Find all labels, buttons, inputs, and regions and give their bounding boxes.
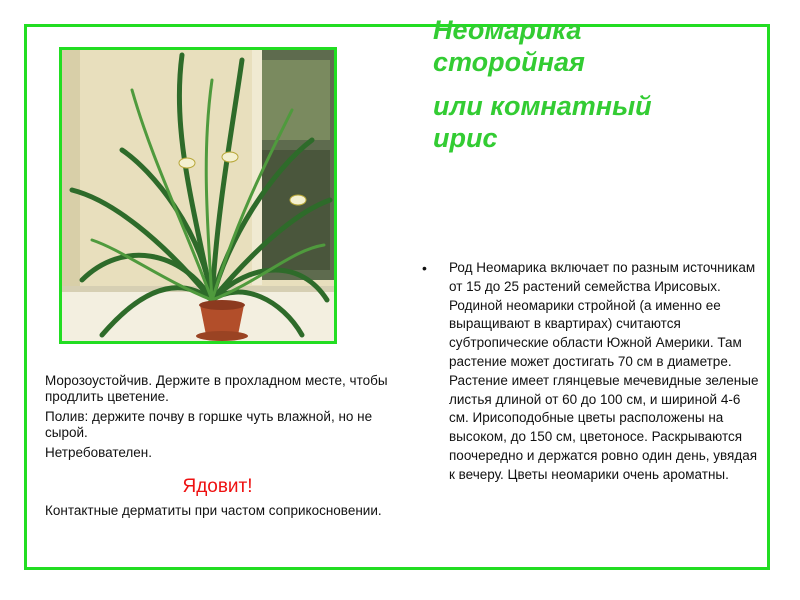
title-line-2: или комнатный ирис xyxy=(433,91,652,153)
care-frost: Морозоустойчив. Держите в прохладном месте, чтобы продлить цветение. xyxy=(45,373,388,404)
description-bullet xyxy=(422,259,762,485)
care-dermatitis: Контактные дерматиты при частом соприкосновении. xyxy=(45,503,382,518)
title-line-1: Неомарика сторойная xyxy=(433,15,585,77)
care-undemanding: Нетребователен. xyxy=(45,445,153,460)
description-text: Род Неомарика включает по разным источникам от 15 до 25 растений семейства Ирисовых. Родиной неомарики стройной (а именно ее выращивают в квартирах) считаются субтропические области Южной Америки. Там растение может достигать 70 см в диаметре. Растение имеет глянцевые мечевидные зеленые листья длиной от 60 до 100 см, и шириной 4-6 см. Ирисоподобные цветы расположены на высоком, до 150 см, цветоносе. Раскрываются поочередно и держатся ровно один день, увядая к вечеру. Цветы неомарики очень ароматны. xyxy=(449,260,759,482)
care-watering: Полив: держите почву в горшке чуть влажной, но не сырой. xyxy=(45,409,373,440)
plant-illustration xyxy=(62,50,334,341)
bullet-icon: • xyxy=(422,260,427,276)
poison-warning: Ядовит! xyxy=(182,476,253,497)
care-notes xyxy=(45,373,390,523)
plant-photo xyxy=(59,47,337,344)
slide-title xyxy=(433,14,652,154)
